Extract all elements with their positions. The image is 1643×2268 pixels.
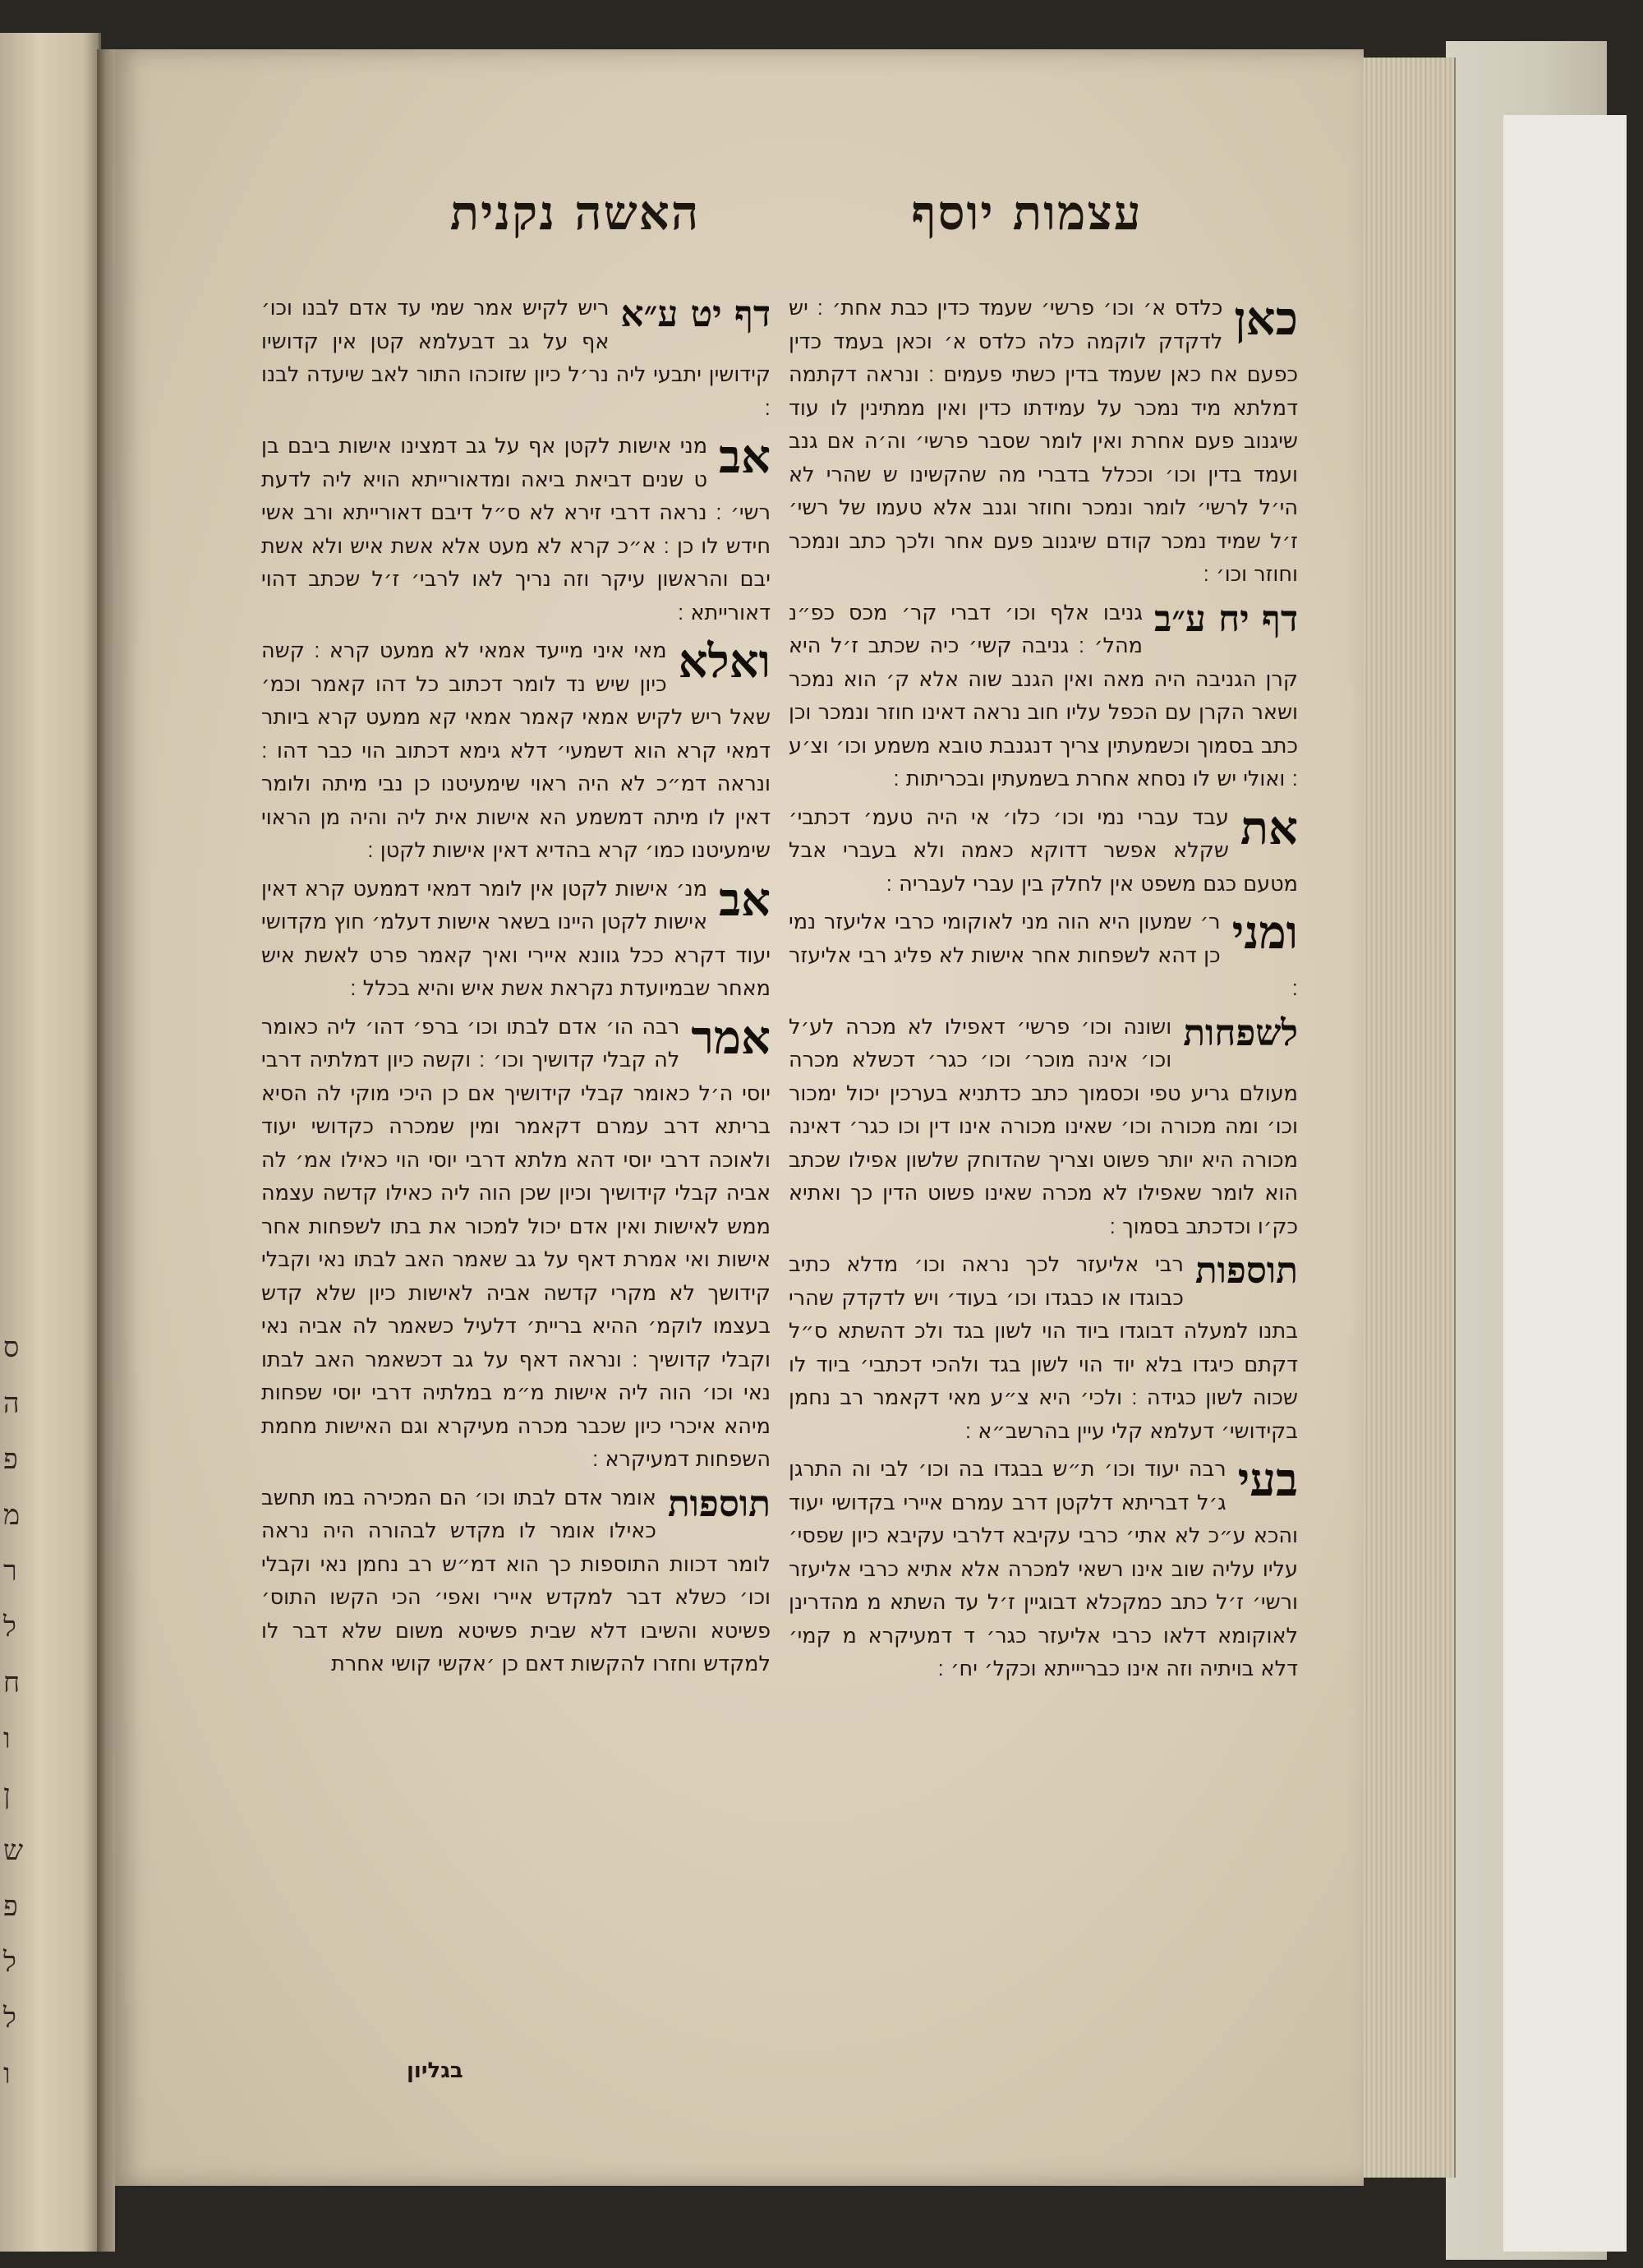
facing-page-fragment: ל — [3, 1611, 16, 1643]
facing-page-fragment: ה — [3, 1387, 20, 1420]
right-column-entry — [789, 906, 1298, 1006]
commentary-text: מאי איני מייעד אמאי לא ממעט קרא ׃ קשה כיון שיש נד לומר דכתוב כל דהו קאמר וכמ׳ שאל ריש לקיש אמאי קאמר אמאי קא ממעט קרא ביותר דמאי קרא הוא דשמעי׳ דלא גימא דכתוב הוי כבר דהו ׃ ונראה דמ״כ לא היה ראוי שימעיטנו כן נבי מיתה ולומר דאין לו מיתה דמשמע הא אישות אית ליה והיה מן הראוי שימעיטנו כמו׳ קרא בהדיא דאין אישות לקטן ׃ — [261, 638, 771, 863]
commentary-text: מנ׳ אישות לקטן אין לומר דמאי דממעט קרא דאין אישות לקטן היינו בשאר אישות דעלמ׳ חוץ מקדושי יעוד דקרא ככל גוונא איירי ואיך קאמר פרט לאשת איש מאחר שבמיועדת נקראת אשת איש והיא בכלל ׃ — [261, 876, 771, 1001]
lemma-heading: דף יט ע״א — [620, 293, 771, 335]
right-column-entry — [789, 1248, 1298, 1448]
facing-page-fragment: ן — [3, 1778, 11, 1811]
commentary-text: רבי אליעזר לכך נראה וכו׳ מדלא כתיב כבוגדו או כבגדו וכו׳ בעוד׳ ויש לדקדק שהרי בתנו למעלה דבוגדו ביוד הוי לשון בגד ולכ דהשתא ס״ל דקתם כיגדו בלא יוד הוי לשון בגד ולהכי דכתבי׳ ביוד לו שכוה לשון כגידה ׃ ולכי׳ היא צ״ע מאי דקאמר רב נחמן בקידושי׳ דעלמא קלי עיין בהרשב״א ׃ — [789, 1252, 1298, 1444]
left-column-entry — [261, 292, 771, 425]
commentary-text: רבה יעוד וכו׳ ת״ש בבגדו בה וכו׳ לבי וה התרגן ג׳ל דבריתא דלקטן דרב עמרם איירי בקדושי יעוד והכא ע״כ לא אתי׳ כרבי עקיבא דלרבי עקיבא כיון שפסי׳ עליו עליה שוב אינו רשאי למכרה אלא אתיא כרבי אליעזר ורשי׳ ז׳ל כתב כמקכלא דבוגיין ז׳ל עד השתא מ מהדרינן לאוקומא דלאו כרבי אליעזר כגר׳ ד דמעיקרא מ קמי׳ דלא בויתיה וזה אינו כבריייתא וכקל׳ יח׳ ׃ — [789, 1457, 1298, 1681]
right-column-entry — [789, 1453, 1298, 1686]
left-page-edge — [0, 33, 101, 2252]
facing-page-fragment: מ — [3, 1499, 21, 1532]
right-column — [789, 292, 1298, 2100]
facing-page-fragment: ו — [3, 1722, 11, 1755]
lemma-heading: תוספות — [1194, 1250, 1298, 1292]
lemma-heading: בעי — [1237, 1453, 1298, 1507]
lemma-heading: אב — [719, 430, 771, 484]
commentary-text: גניבו אלף וכו׳ דברי קר׳ מכס כפ״נ מהל׳ ׃ גניבה קשי׳ כיה שכתב ז׳ל היא קרן הגניבה היה מאה ואין הגנב שוה אלא ק׳ הוא נמכר ושאר הקרן עם הכפל עליו חוב נראה דאינו חוזר ונמכר וכן כתב בסמוך וכשמעתין צריך דנגנבת טובא משמע וכו׳ וצ׳ע ׃ ואולי יש לו נסחא אחרת בשמעתין ובכריתות ׃ — [789, 600, 1298, 791]
running-head-right — [854, 185, 1199, 241]
left-column-entry — [261, 634, 771, 868]
left-column — [261, 292, 771, 2100]
lemma-heading: ומני — [1231, 906, 1298, 960]
facing-page-fragment: ל — [3, 1946, 16, 1979]
lemma-heading: את — [1240, 800, 1298, 855]
catchword-left: בגליון — [407, 2058, 463, 2083]
left-column-entry — [261, 873, 771, 1006]
commentary-text: עבד עברי נמי וכו׳ כלו׳ אי היה טעמ׳ דכתבי׳ שקלא אפשר דדוקא כאמה ולא בעברי אבל מטעם כגם משפט אין לחלק בין עברי לעבריה ׃ — [789, 804, 1298, 897]
facing-page-fragment: ו — [3, 2058, 11, 2091]
right-column-entry — [789, 1011, 1298, 1244]
commentary-text: אומר אדם לבתו וכו׳ הם המכירה במו תחשב כאילו אומר לו מקדש לבהורה היה נראה לומר דכוות התוספות כך הוא דמ״ש רב נחמן נאי וקבלי וכו׳ כשלא דבר למקדש איירי ואפי׳ הכי הקשו התוס׳ פשיטא והשיבו דלא שבית פשיטא משום שלא דבר לו למקדש וחזרו להקשות דאם כן ׳אקשי קושי אחרת — [261, 1485, 771, 1676]
facing-page-fragment: פ — [3, 1443, 18, 1476]
running-head-right-text: עצמות יוסף — [911, 185, 1143, 241]
lemma-heading: ואלא — [678, 634, 771, 689]
running-head-left-text: האשה נקנית — [449, 185, 701, 241]
lemma-heading: דף יח ע״ב — [1154, 597, 1298, 640]
facing-page-fragment: ס — [3, 1331, 20, 1364]
facing-page-fragment: ר — [3, 1555, 17, 1588]
commentary-text: כלדס א׳ וכו׳ פרשי׳ שעמד כדין כבת אחת׳ ׃ יש לדקדק לוקמה כלה כלדס א׳ וכאן בעמד כדין כפעם אח כאן שעמד בדין כשתי פעמים ׃ ונראה דקתמה דמלתא מיד נמכר על עמידתו כדין ואין ממתינין לו עוד שיגנוב פעם אחרת ואין לומר שסבר פרשי׳ וה׳ה אם גנב ועמד בדין וכו׳ וככלל בדברי מה שהקשינו ש שהרי לא הי׳ל לרשי׳ לומר ונמכר וחוזר וגנב אלא טעמו של רשי׳ ז׳ל שמיד נמכר קודם שיגנוב פעם אחר ולכך כתב ונמכר וחוזר וכו׳ ׃ — [789, 296, 1298, 587]
commentary-text: רבה הו׳ אדם לבתו וכו׳ ברפ׳ דהו׳ ליה כאומר לה קבלי קדושיך וכו׳ ׃ וקשה כיון דמלתיה דרבי יוסי ה׳ל כאומר קבלי קידושיך אם כן היכי מוקי לה הסיא בריתא דרב עמרם דקאמר ומין שמכרה כקדושי יעוד ולאוכה דרבי יוסי דהא מלתא דרבי יוסי הוי כאילו אמ׳ לה אביה קבלי קידושיך וכיון שכן הוה ליה כאילו קדשה עצמה ממש לאישות ואין אדם יכול למכור את בתו לשפחות אחר אישות ואי אמרת דאף על גב שאמר האב לבתו נאי וקבלי קידושך לא מקרי קדשה אביה לאישות כיון שלא קדש בעצמו לוקמ׳ ההיא בריית׳ דלעיל כשאמר לה אביה נאי וקבלי קדושיך ׃ ונראה דאף על גב דכשאמר האב לבתו נאי וכו׳ הוה ליה אישות מ״מ במלתיה דרבי יוסי שפחות מיהא איכרי כיון שכבר מכרה מעיקרא וגם האישות מחמת השפחות דמעיקרא ׃ — [261, 1014, 771, 1472]
lemma-heading: אמר — [691, 1010, 771, 1065]
book-page — [115, 49, 1364, 2186]
facing-page-fragment: פ — [3, 1890, 18, 1923]
facing-page-fragment: ח — [3, 1666, 21, 1699]
right-column-entry — [789, 292, 1298, 592]
commentary-text: ושונה וכו׳ פרשי׳ דאפילו לא מכרה לע׳ל וכו׳ אינה מוכר׳ וכו׳ כגר׳ דכשלא מכרה מעולם גריע טפי וכסמוך כתב כדתניא בערכין יכול ימכור וכו׳ ומה מכורה וכו׳ שאינו מכורה אינו דין וכו כגר׳ דאינה מכורה היא יותר פשוט וצריך שהדוחק שלשון אפילו שכתב הוא לומר שאפילו לא מכרה שאינו פשוט הדין כך ואתיא כק׳ו וכדכתב בסמוך ׃ — [789, 1014, 1298, 1239]
left-column-entry — [261, 1482, 771, 1681]
lemma-heading: אב — [719, 872, 771, 927]
commentary-text: מני אישות לקטן אף על גב דמצינו אישות ביבם בן ט שנים דביאת ביאה ומדאורייתא הויא ליה לדעת רשי׳ ׃ נראה דרבי זירא לא ס״ל דיבם דאורייתא ורב אשי חידש לו כן ׃ א״כ קרא לא מעט אלא אשת איש ולא אשת יבם והראשון עיקר וזה נריך לאו לרבי׳ ז׳ל שכתב דהוי דאורייתא ׃ — [261, 434, 771, 625]
running-head-left — [403, 185, 748, 241]
lemma-heading: לשפחות — [1183, 1012, 1298, 1054]
facing-page-fragment: ל — [3, 2002, 16, 2035]
left-column-entry — [261, 1011, 771, 1477]
commentary-text: ריש לקיש אמר שמי עד אדם לבנו וכו׳ אף על גב דבעלמא קטן אין קדושיו קידושין יתבעי ליה נר׳ל כיון שזוכהו התור לאב שיעדה לבנו ׃ — [261, 296, 771, 421]
lemma-heading: כאן — [1234, 292, 1298, 346]
commentary-text: ר׳ שמעון היא הוה מני לאוקומי כרבי אליעזר נמי כן דהא לשפחות אחר אישות לא פליג רבי אליעזר ׃ — [789, 910, 1298, 1001]
left-column-entry — [261, 430, 771, 629]
right-column-entry — [789, 597, 1298, 796]
facing-page-fragment: ש — [3, 1834, 24, 1867]
back-flyleaf — [1503, 115, 1627, 2252]
lemma-heading: תוספות — [667, 1482, 771, 1525]
right-column-entry — [789, 801, 1298, 901]
binding-gutter — [97, 49, 115, 2252]
